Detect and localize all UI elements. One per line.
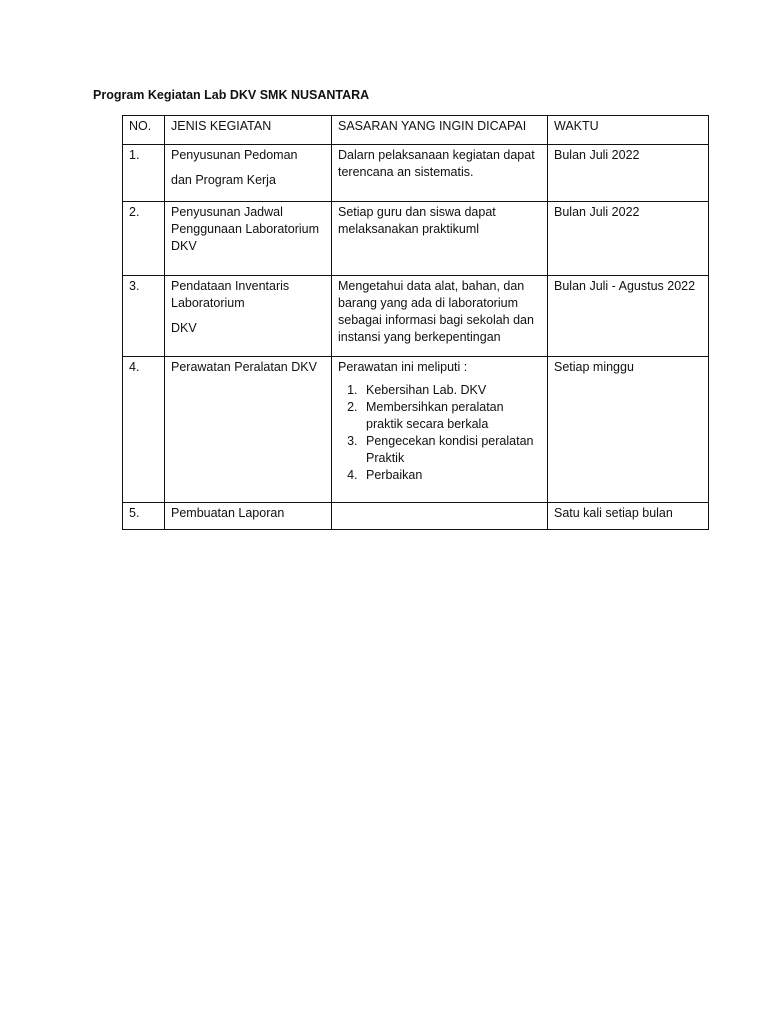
- cell-waktu: Bulan Juli 2022: [548, 145, 709, 202]
- header-sasaran: SASARAN YANG INGIN DICAPAI: [332, 116, 548, 145]
- header-waktu: WAKTU: [548, 116, 709, 145]
- cell-jenis-line: Penyusunan Jadwal Penggunaan Laboratorium DKV: [171, 205, 320, 253]
- cell-no: 4.: [123, 357, 165, 503]
- table-row: [123, 357, 709, 503]
- cell-sasaran: [332, 503, 548, 530]
- cell-no: 1.: [123, 145, 165, 202]
- cell-waktu: Bulan Juli 2022: [548, 202, 709, 276]
- cell-jenis: [165, 357, 332, 503]
- table-row: [123, 145, 709, 202]
- cell-jenis-line: DKV: [171, 321, 197, 335]
- cell-jenis-line: dan Program Kerja: [171, 173, 276, 187]
- activity-table: [122, 115, 709, 530]
- cell-no: 5.: [123, 503, 165, 530]
- maintenance-list: [338, 382, 541, 484]
- header-jenis-kegiatan: JENIS KEGIATAN: [165, 116, 332, 145]
- cell-jenis: [165, 145, 332, 202]
- cell-sasaran: [332, 357, 548, 503]
- cell-sasaran: Dalarn pelaksanaan kegiatan dapat terencana an sistematis.: [332, 145, 548, 202]
- cell-jenis: [165, 202, 332, 276]
- cell-waktu: Bulan Juli - Agustus 2022: [548, 276, 709, 357]
- cell-jenis-line: Pembuatan Laporan: [171, 506, 285, 520]
- cell-jenis: [165, 503, 332, 530]
- list-item: 4. Perbaikan: [361, 467, 541, 484]
- cell-jenis: [165, 276, 332, 357]
- cell-waktu: Setiap minggu: [548, 357, 709, 503]
- cell-no: 3.: [123, 276, 165, 357]
- cell-no: 2.: [123, 202, 165, 276]
- list-item: 2. Membersihkan peralatan praktik secara berkala: [361, 399, 541, 433]
- cell-sasaran: Setiap guru dan siswa dapat melaksanakan praktikuml: [332, 202, 548, 276]
- header-no: NO.: [123, 116, 165, 145]
- cell-jenis-line: Penyusunan Pedoman: [171, 148, 298, 162]
- list-item: 1. Kebersihan Lab. DKV: [361, 382, 541, 399]
- document-title: Program Kegiatan Lab DKV SMK NUSANTARA: [93, 88, 370, 102]
- table-row: [123, 503, 709, 530]
- table-row: [123, 202, 709, 276]
- cell-waktu: Satu kali setiap bulan: [548, 503, 709, 530]
- table-header-row: [123, 116, 709, 145]
- list-item: 3. Pengecekan kondisi peralatan Praktik: [361, 433, 541, 467]
- cell-sasaran: Mengetahui data alat, bahan, dan barang yang ada di laboratorium sebagai informasi bagi sekolah dan instansi yang berkepentingan: [332, 276, 548, 357]
- sasaran-intro: Perawatan ini meliputi :: [338, 360, 468, 374]
- cell-jenis-line: Perawatan Peralatan DKV: [171, 360, 317, 374]
- table-row: [123, 276, 709, 357]
- cell-jenis-line: Pendataan Inventaris Laboratorium: [171, 279, 290, 310]
